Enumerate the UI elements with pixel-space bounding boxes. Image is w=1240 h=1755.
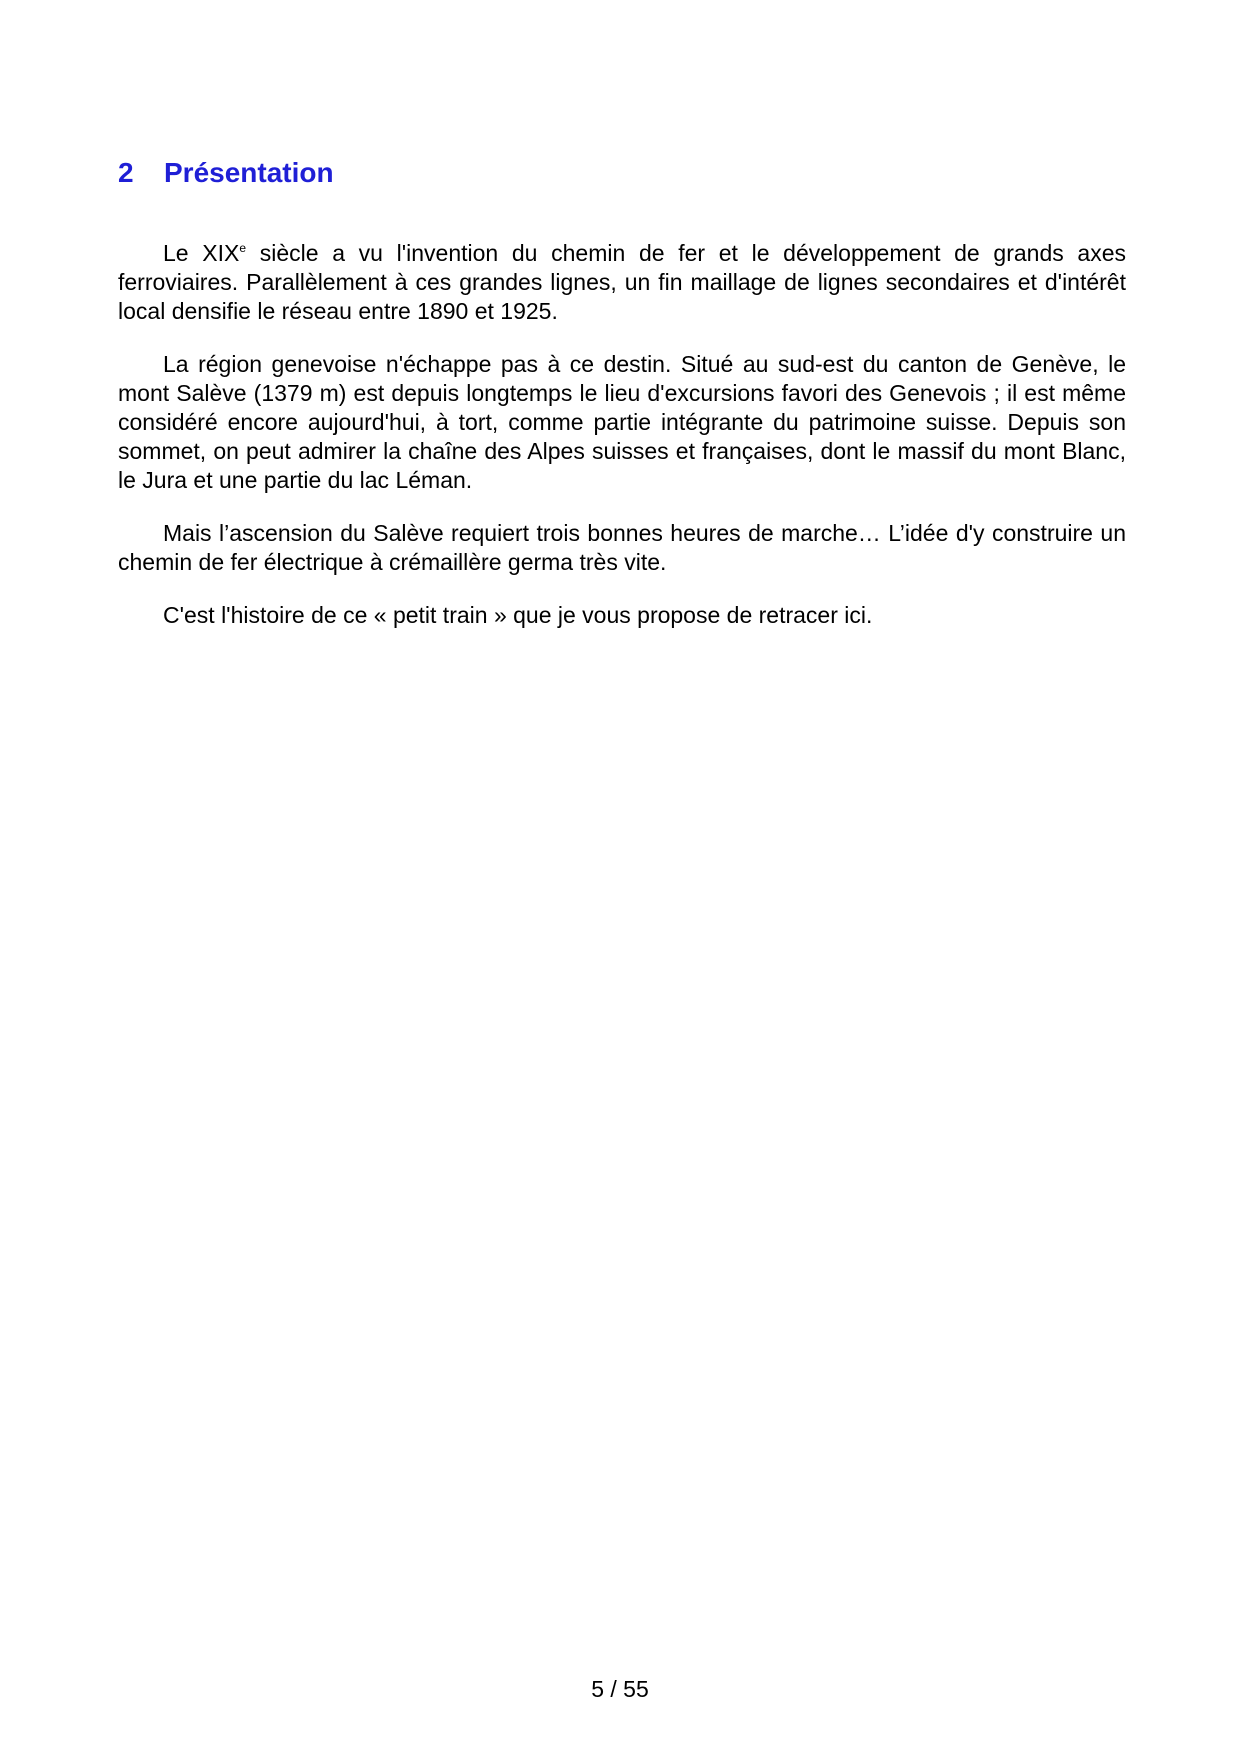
- section-number: 2: [118, 157, 134, 188]
- paragraph-ascension: Mais l’ascension du Salève requiert trois bonnes heures de marche… L’idée d'y construire un chemin de fer électrique à crémaillère germa très vite.: [118, 520, 1126, 575]
- paragraph-intro-start: Le XIX: [163, 240, 240, 266]
- page-number: 5 / 55: [591, 1676, 649, 1702]
- paragraph-region: La région genevoise n'échappe pas à ce destin. Situé au sud-est du canton de Genève, le mont Salève (1379 m) est depuis longtemps le lieu d'excursions favori des Genevois ; il est même considéré encore aujourd'hui, à tort, comme partie intégrante du patrimoine suisse. Depuis son sommet, on peut admirer la chaîne des Alpes suisses et françaises, dont le massif du mont Blanc, le Jura et une partie du lac Léman.: [118, 351, 1126, 493]
- section-heading: [118, 155, 334, 191]
- section-title: Présentation: [164, 157, 334, 188]
- paragraph-intro-rest: siècle a vu l'invention du chemin de fer et le développement de grands axes ferroviaires. Parallèlement à ces grandes lignes, un fin maillage de lignes secondaires et d'intérêt local densifie le réseau entre 1890 et 1925.: [118, 240, 1126, 324]
- century-superscript: e: [239, 241, 247, 255]
- paragraph-conclusion: C'est l'histoire de ce « petit train » que je vous propose de retracer ici.: [163, 602, 873, 628]
- body-text: [118, 239, 1126, 654]
- paragraph-intro: [118, 239, 1126, 326]
